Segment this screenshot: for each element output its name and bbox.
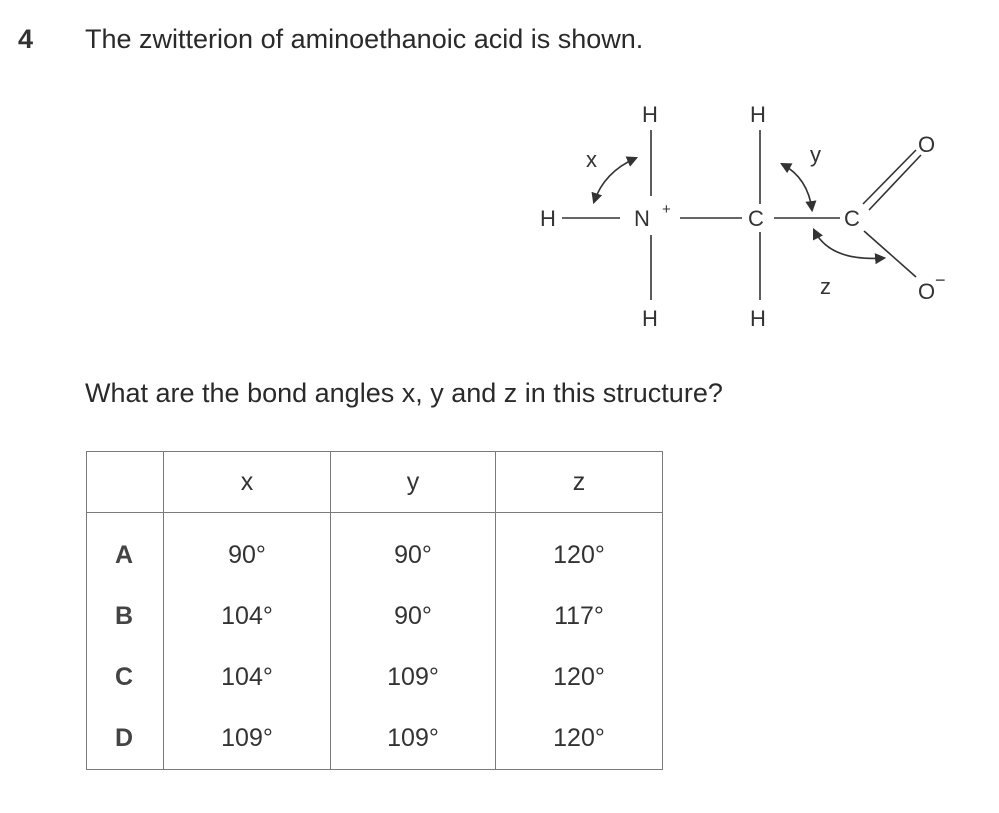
table-header-row — [87, 452, 663, 513]
option-z-value: 120° — [496, 708, 663, 770]
option-z-value: 117° — [496, 586, 663, 647]
header-y: y — [331, 452, 496, 513]
zwitterion-structure-diagram — [520, 92, 980, 342]
header-blank — [87, 452, 164, 513]
atom-c1: C — [748, 206, 764, 231]
angle-label-y: y — [810, 142, 821, 167]
atom-h-n-bottom: H — [642, 306, 658, 331]
option-y-value: 109° — [331, 647, 496, 708]
atom-h-c-bottom: H — [750, 306, 766, 331]
question-number: 4 — [18, 24, 34, 54]
atom-n: N — [634, 206, 650, 231]
angle-label-z: z — [820, 274, 831, 299]
question-prompt: What are the bond angles x, y and z in this structure? — [85, 378, 723, 408]
table-row — [87, 647, 663, 708]
angle-y-arrow — [782, 164, 812, 210]
header-z: z — [496, 452, 663, 513]
option-letter: C — [87, 647, 164, 708]
atom-h-n-top: H — [642, 102, 658, 127]
option-z-value: 120° — [496, 647, 663, 708]
angle-label-x: x — [586, 147, 597, 172]
header-x: x — [164, 452, 331, 513]
option-x-value: 104° — [164, 647, 331, 708]
table-row — [87, 708, 663, 770]
option-letter: B — [87, 586, 164, 647]
atom-h-left: H — [540, 206, 556, 231]
answer-options-table — [86, 451, 663, 770]
option-letter: A — [87, 513, 164, 587]
option-y-value: 109° — [331, 708, 496, 770]
question-stem: The zwitterion of aminoethanoic acid is shown. — [85, 24, 644, 54]
option-x-value: 90° — [164, 513, 331, 587]
option-x-value: 104° — [164, 586, 331, 647]
angle-z-arrow — [814, 230, 884, 258]
atom-h-c-top: H — [750, 102, 766, 127]
bond-c-o-double-b — [869, 155, 921, 210]
option-y-value: 90° — [331, 513, 496, 587]
atom-n-charge: + — [662, 201, 671, 218]
bond-c-o-double-a — [863, 150, 916, 204]
option-x-value: 109° — [164, 708, 331, 770]
atom-o-charge: − — [935, 270, 946, 290]
angle-x-arrow — [594, 158, 636, 202]
atom-o-double: O — [918, 132, 936, 157]
atom-c2: C — [844, 206, 860, 231]
table-row — [87, 586, 663, 647]
table-row — [87, 513, 663, 587]
option-z-value: 120° — [496, 513, 663, 587]
option-y-value: 90° — [331, 586, 496, 647]
bond-c-o-single — [864, 231, 916, 277]
option-letter: D — [87, 708, 164, 770]
atom-o-single: O — [918, 279, 936, 304]
